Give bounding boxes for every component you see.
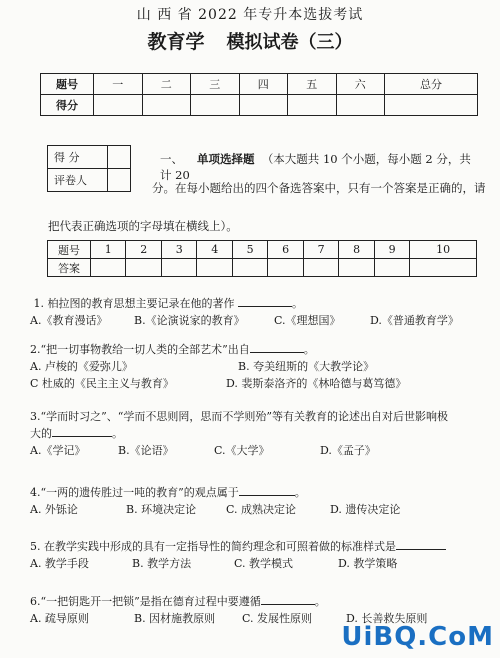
score-table-col: 三 xyxy=(191,74,240,95)
score-table-col: 一 xyxy=(94,74,143,95)
score-table-col: 六 xyxy=(336,74,385,95)
score-cell[interactable] xyxy=(288,95,337,116)
question-end: 。 xyxy=(303,343,315,356)
score-table-row-label: 得分 xyxy=(41,95,94,116)
option-a: A. 疏导原则 xyxy=(30,612,89,625)
answer-blank[interactable] xyxy=(239,485,295,496)
answer-table-number: 5 xyxy=(232,241,267,259)
question-end: 。 xyxy=(294,486,306,499)
option-a: A. 教学手段 xyxy=(30,557,89,570)
score-table-row-label: 题号 xyxy=(41,74,94,95)
question-options xyxy=(30,501,492,518)
question-1 xyxy=(30,295,492,329)
option-b: B.《论语》 xyxy=(118,444,174,457)
question-stem xyxy=(30,538,492,555)
question-text: 6.“一把钥匙开一把锁”是指在德育过程中要遵循 xyxy=(30,595,261,608)
score-cell[interactable] xyxy=(142,95,191,116)
score-table-col: 四 xyxy=(239,74,288,95)
answer-cell[interactable] xyxy=(91,259,126,277)
site-watermark: UiBQ.CoM xyxy=(341,622,494,652)
score-table-score-row xyxy=(41,95,478,116)
question-text: 5. 在教学实践中形成的具有一定指导性的简约理念和可照着做的标准样式是 xyxy=(30,540,396,553)
option-c: C.《理想国》 xyxy=(274,314,341,327)
option-d: D. 长善救失原则 xyxy=(346,612,428,625)
option-a: A. 外铄论 xyxy=(30,503,78,516)
question-4 xyxy=(30,484,492,518)
option-a: A. 卢梭的《爱弥儿》 xyxy=(30,360,133,373)
score-table-col: 五 xyxy=(288,74,337,95)
question-text: 1. 柏拉图的教育思想主要记录在他的著作 xyxy=(33,297,235,310)
question-2 xyxy=(30,341,492,392)
score-table-header-row xyxy=(41,74,478,95)
answer-table-number: 8 xyxy=(339,241,374,259)
question-text: 4.“一两的遗传胜过一吨的教育”的观点属于 xyxy=(30,486,239,499)
question-end: 。 xyxy=(292,297,303,310)
answer-table-number: 4 xyxy=(197,241,232,259)
answer-blank[interactable] xyxy=(261,594,315,605)
option-b: B.《论演说家的教育》 xyxy=(134,314,245,327)
option-d: D.《孟子》 xyxy=(320,444,376,457)
question-options xyxy=(30,358,492,375)
score-cell[interactable] xyxy=(385,95,478,116)
answer-table-answer-row xyxy=(48,259,477,277)
section-desc-line3: 把代表正确选项的字母填在横线上）。 xyxy=(48,219,238,233)
section-heading xyxy=(160,151,480,183)
answer-cell[interactable] xyxy=(339,259,374,277)
answer-cell[interactable] xyxy=(126,259,161,277)
grader-name-label: 评卷人 xyxy=(48,169,108,192)
option-c: C. 成熟决定论 xyxy=(226,503,297,516)
question-options xyxy=(30,375,492,392)
answer-blank[interactable] xyxy=(250,342,304,353)
answer-cell[interactable] xyxy=(197,259,232,277)
option-d: D.《普通教育学》 xyxy=(370,314,459,327)
grader-name-cell[interactable] xyxy=(108,169,131,192)
answer-blank[interactable] xyxy=(396,539,446,550)
question-stem xyxy=(30,484,492,501)
score-cell[interactable] xyxy=(239,95,288,116)
answer-table-number: 10 xyxy=(410,241,477,259)
option-c: C 杜威的《民主主义与教育》 xyxy=(30,377,174,390)
paper-name: 模拟试卷（三） xyxy=(226,32,353,53)
answer-table-number: 2 xyxy=(126,241,161,259)
answer-table-number: 7 xyxy=(303,241,338,259)
option-d: D. 裴斯泰洛齐的《林哈德与葛笃德》 xyxy=(226,377,407,390)
score-table-col: 总分 xyxy=(385,74,478,95)
answer-cell[interactable] xyxy=(232,259,267,277)
score-cell[interactable] xyxy=(94,95,143,116)
answer-blank[interactable] xyxy=(238,296,292,307)
answer-cell[interactable] xyxy=(303,259,338,277)
option-a: A.《教育漫话》 xyxy=(30,314,108,327)
option-d: D. 教学策略 xyxy=(338,557,398,570)
answer-cell[interactable] xyxy=(374,259,409,277)
answer-cell[interactable] xyxy=(161,259,196,277)
question-stem xyxy=(30,593,492,610)
answer-table-number: 3 xyxy=(161,241,196,259)
question-options xyxy=(30,442,492,459)
section-desc-line1: （本大题共 10 个小题，每小题 2 分，共计 20 xyxy=(160,152,471,182)
question-end: 。 xyxy=(112,427,123,440)
question-text: 2.“把一切事物教给一切人类的全部艺术”出自 xyxy=(30,343,250,356)
grader-box xyxy=(47,145,131,192)
score-cell[interactable] xyxy=(336,95,385,116)
question-stem xyxy=(30,295,492,312)
option-b: B. 夸美纽斯的《大教学论》 xyxy=(238,360,375,373)
question-options xyxy=(30,312,492,329)
option-b: B. 因材施教原则 xyxy=(134,612,216,625)
question-options xyxy=(30,555,492,572)
answer-table-number-row xyxy=(48,241,477,259)
section-number: 一、 xyxy=(160,152,183,166)
score-table xyxy=(40,73,478,116)
section-desc-line2: 分。在每小题给出的四个备选答案中，只有一个答案是正确的，请 xyxy=(152,181,486,195)
answer-table-number: 1 xyxy=(91,241,126,259)
option-b: B. 教学方法 xyxy=(132,557,192,570)
score-table-col: 二 xyxy=(142,74,191,95)
option-b: B. 环境决定论 xyxy=(126,503,197,516)
option-c: C. 教学模式 xyxy=(234,557,294,570)
question-3 xyxy=(30,408,492,459)
option-c: C. 发展性原则 xyxy=(242,612,313,625)
subject-title xyxy=(0,27,500,54)
question-end: 。 xyxy=(314,595,326,608)
grader-score-label: 得 分 xyxy=(48,146,108,169)
answer-table-row-label: 题号 xyxy=(48,241,91,259)
question-stem xyxy=(30,341,492,358)
score-cell[interactable] xyxy=(191,95,240,116)
answer-table-number: 9 xyxy=(374,241,409,259)
option-d: D. 遗传决定论 xyxy=(330,503,401,516)
exam-title: 山 西 省 2022 年专升本选拔考试 xyxy=(136,7,364,23)
section-title: 单项选择题 xyxy=(197,152,255,166)
option-a: A.《学记》 xyxy=(30,444,86,457)
question-stem-cont xyxy=(30,425,492,442)
answer-table-number: 6 xyxy=(268,241,303,259)
question-text: 大的 xyxy=(30,427,52,440)
question-stem: 3.“学而时习之”、“学而不思则罔，思而不学则殆”等有关教育的论述出自对后世影响极 xyxy=(30,410,448,423)
grader-score-cell[interactable] xyxy=(108,146,131,169)
answer-cell[interactable] xyxy=(268,259,303,277)
answer-table-row-label: 答案 xyxy=(48,259,91,277)
answer-table xyxy=(47,240,477,277)
subject-name: 教育学 xyxy=(147,31,205,53)
answer-blank[interactable] xyxy=(52,426,112,437)
question-5 xyxy=(30,538,492,572)
answer-cell[interactable] xyxy=(410,259,477,277)
option-c: C.《大学》 xyxy=(214,444,270,457)
